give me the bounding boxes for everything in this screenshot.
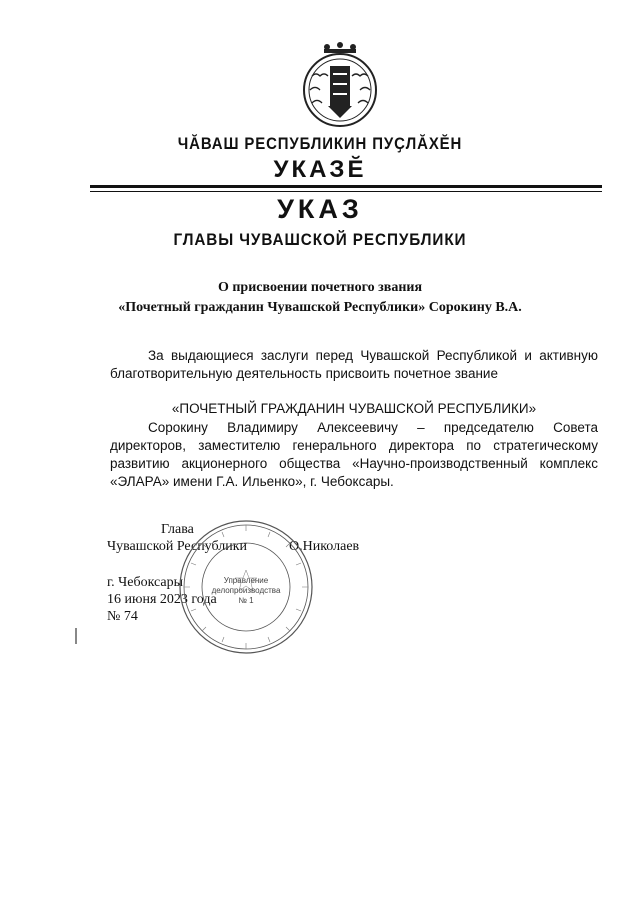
coat-of-arms-emblem [300, 40, 380, 130]
chuvash-title: ЧӐВАШ РЕСПУБЛИКИН ПУҪЛӐХӖН [177, 134, 463, 153]
stamp-center-line-2: делопроизводства [211, 586, 281, 595]
footer-city: г. Чебоксары [107, 575, 184, 590]
chuvash-decree-heading: УКАЗӖ [273, 156, 367, 183]
russian-subtitle: ГЛАВЫ ЧУВАШСКОЙ РЕСПУБЛИКИ [173, 230, 467, 249]
margin-mark [75, 628, 77, 644]
stamp-center-line-1: Управление [223, 576, 269, 585]
subject-line-1: О присвоении почетного звания [217, 280, 423, 295]
body-paragraph-1-text: За выдающиеся заслуги перед Чувашской Республикой и активную благотворительную деятельность присвоить почетное звание [110, 348, 598, 381]
subject-line-2: «Почетный гражданин Чувашской Республики» Сорокину В.А. [118, 300, 522, 315]
body-paragraph-2: Сорокину Владимиру Алексеевичу – председателю Совета директоров, заместителю генерального директора по стратегическому развитию акционерного общества «Научно-производственный комплекс «ЭЛАРА» имени Г.А. Ильенко», г. Чебоксары. [110, 420, 598, 489]
signature-position-line-1: Глава [161, 522, 194, 537]
footer-date: 16 июня 2023 года [107, 592, 217, 607]
stamp-center-line-3: № 1 [238, 596, 254, 605]
signature-position-line-2: Чувашской Республики [107, 539, 248, 554]
header-divider-thick [90, 185, 602, 188]
official-stamp [177, 518, 315, 656]
emblem-icon [300, 40, 380, 130]
honor-title: «ПОЧЕТНЫЙ ГРАЖДАНИН ЧУВАШСКОЙ РЕСПУБЛИКИ» [171, 401, 537, 416]
russian-decree-heading: УКАЗ [277, 194, 363, 224]
header-divider-thin [90, 191, 602, 192]
signature-name: О.Николаев [289, 539, 360, 554]
footer-number: № 74 [107, 609, 138, 624]
body-paragraph-1 [110, 347, 598, 383]
